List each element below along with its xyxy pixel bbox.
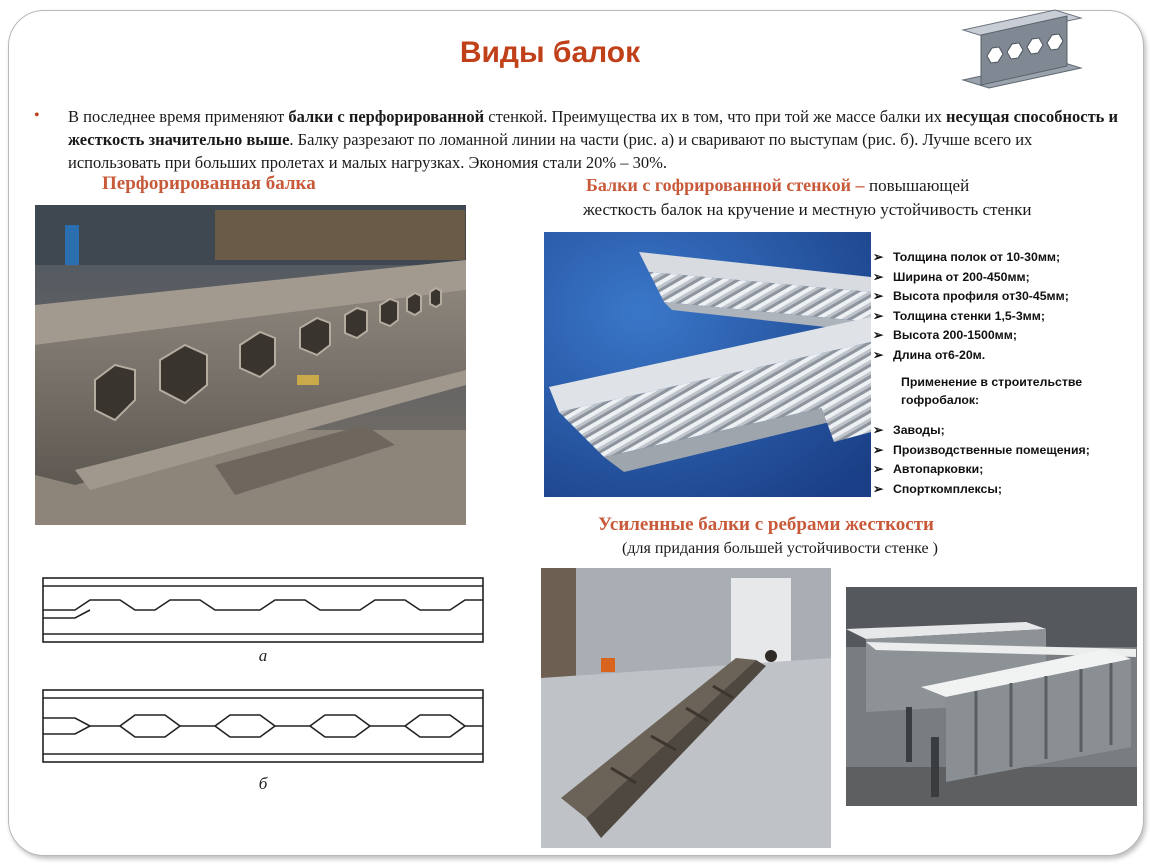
corrugated-spec-list [873,248,1143,499]
hexagon-opening [120,715,180,737]
paragraph-text-2: стенкой. Преимущества их в том, что при той же массе балки их [484,107,946,126]
arrow-bullet-icon: ➢ [873,328,884,342]
reinforced-subtitle: (для придания большей устойчивости стенке ) [622,540,938,557]
diagram-label-a: а [258,646,268,665]
arrow-bullet-icon: ➢ [873,481,884,496]
spec-item: ➢ Высота профиля от30-45мм; [873,287,1143,307]
arrow-bullet-icon: ➢ [873,308,884,323]
application-title: Применение в строительстве гофробалок: [901,375,1083,407]
paragraph-text-3: . Балку разрезают по ломанной линии на части (рис. а) и сваривают по выступам (рис. б). Лучше всего их использовать при больших пролетах и малых нагрузках. Экономия стали 20% – 30%. [68,130,1033,172]
reinforced-beam-floor-photo [541,568,831,848]
welded-profile-line [43,718,90,734]
perforated-heading: Перфорированная балка [102,173,316,194]
application-item: ➢ Автопарковки; [873,460,1143,480]
reinforced-heading: Усиленные балки с ребрами жесткости [598,514,935,535]
perforated-beam-photo [35,205,466,525]
corrugated-heading-highlight: Балки с гофрированной стенкой – [586,175,870,195]
corrugated-heading [586,175,969,196]
corrugated-beam-photo [544,232,871,497]
arrow-bullet-icon: ➢ [873,289,884,303]
application-item: ➢ Спорткомплексы; [873,480,1143,500]
paragraph-text-1: В последнее время применяют [68,107,289,126]
corrugated-subtitle: жесткость балок на кручение и местную устойчивость стенки [583,200,1032,219]
spec-item: ➢ Толщина полок от 10-30мм; [873,248,1143,268]
reinforced-beams-stand-photo [846,587,1137,806]
diagram-label-b: б [258,774,268,793]
zigzag-cut-line [43,600,483,610]
intro-paragraph [68,105,1128,174]
beam-outline-a [43,578,483,642]
arrow-bullet-icon: ➢ [873,269,884,284]
spec-item: ➢ Ширина от 200-450мм; [873,268,1143,288]
application-item: ➢ Производственные помещения; [873,441,1143,461]
paragraph-bold-1: балки с перфорированной [288,107,485,126]
arrow-bullet-icon: ➢ [873,423,884,437]
cutting-welding-diagram [35,560,493,800]
arrow-bullet-icon: ➢ [873,250,884,264]
spec-item: ➢ Толщина стенки 1,5-3мм; [873,307,1143,327]
hexagon-opening [310,715,370,737]
arrow-bullet-icon: ➢ [873,347,884,362]
hexagon-opening [215,715,275,737]
arrow-bullet-icon: ➢ [873,462,884,476]
hexagon-opening [405,715,465,737]
application-item: ➢ Заводы; [873,421,1143,441]
paragraph-bold-2: несущая способность и жесткость значительно выше [68,107,1119,149]
spec-item: ➢ Длина от6-20м. [873,346,1143,366]
corrugated-heading-tail: повышающей [869,176,970,195]
arrow-bullet-icon: ➢ [873,442,884,457]
slide-title: Виды балок [459,36,641,69]
spec-item: ➢ Высота 200-1500мм; [873,326,1143,346]
bullet-marker: • [34,107,40,124]
